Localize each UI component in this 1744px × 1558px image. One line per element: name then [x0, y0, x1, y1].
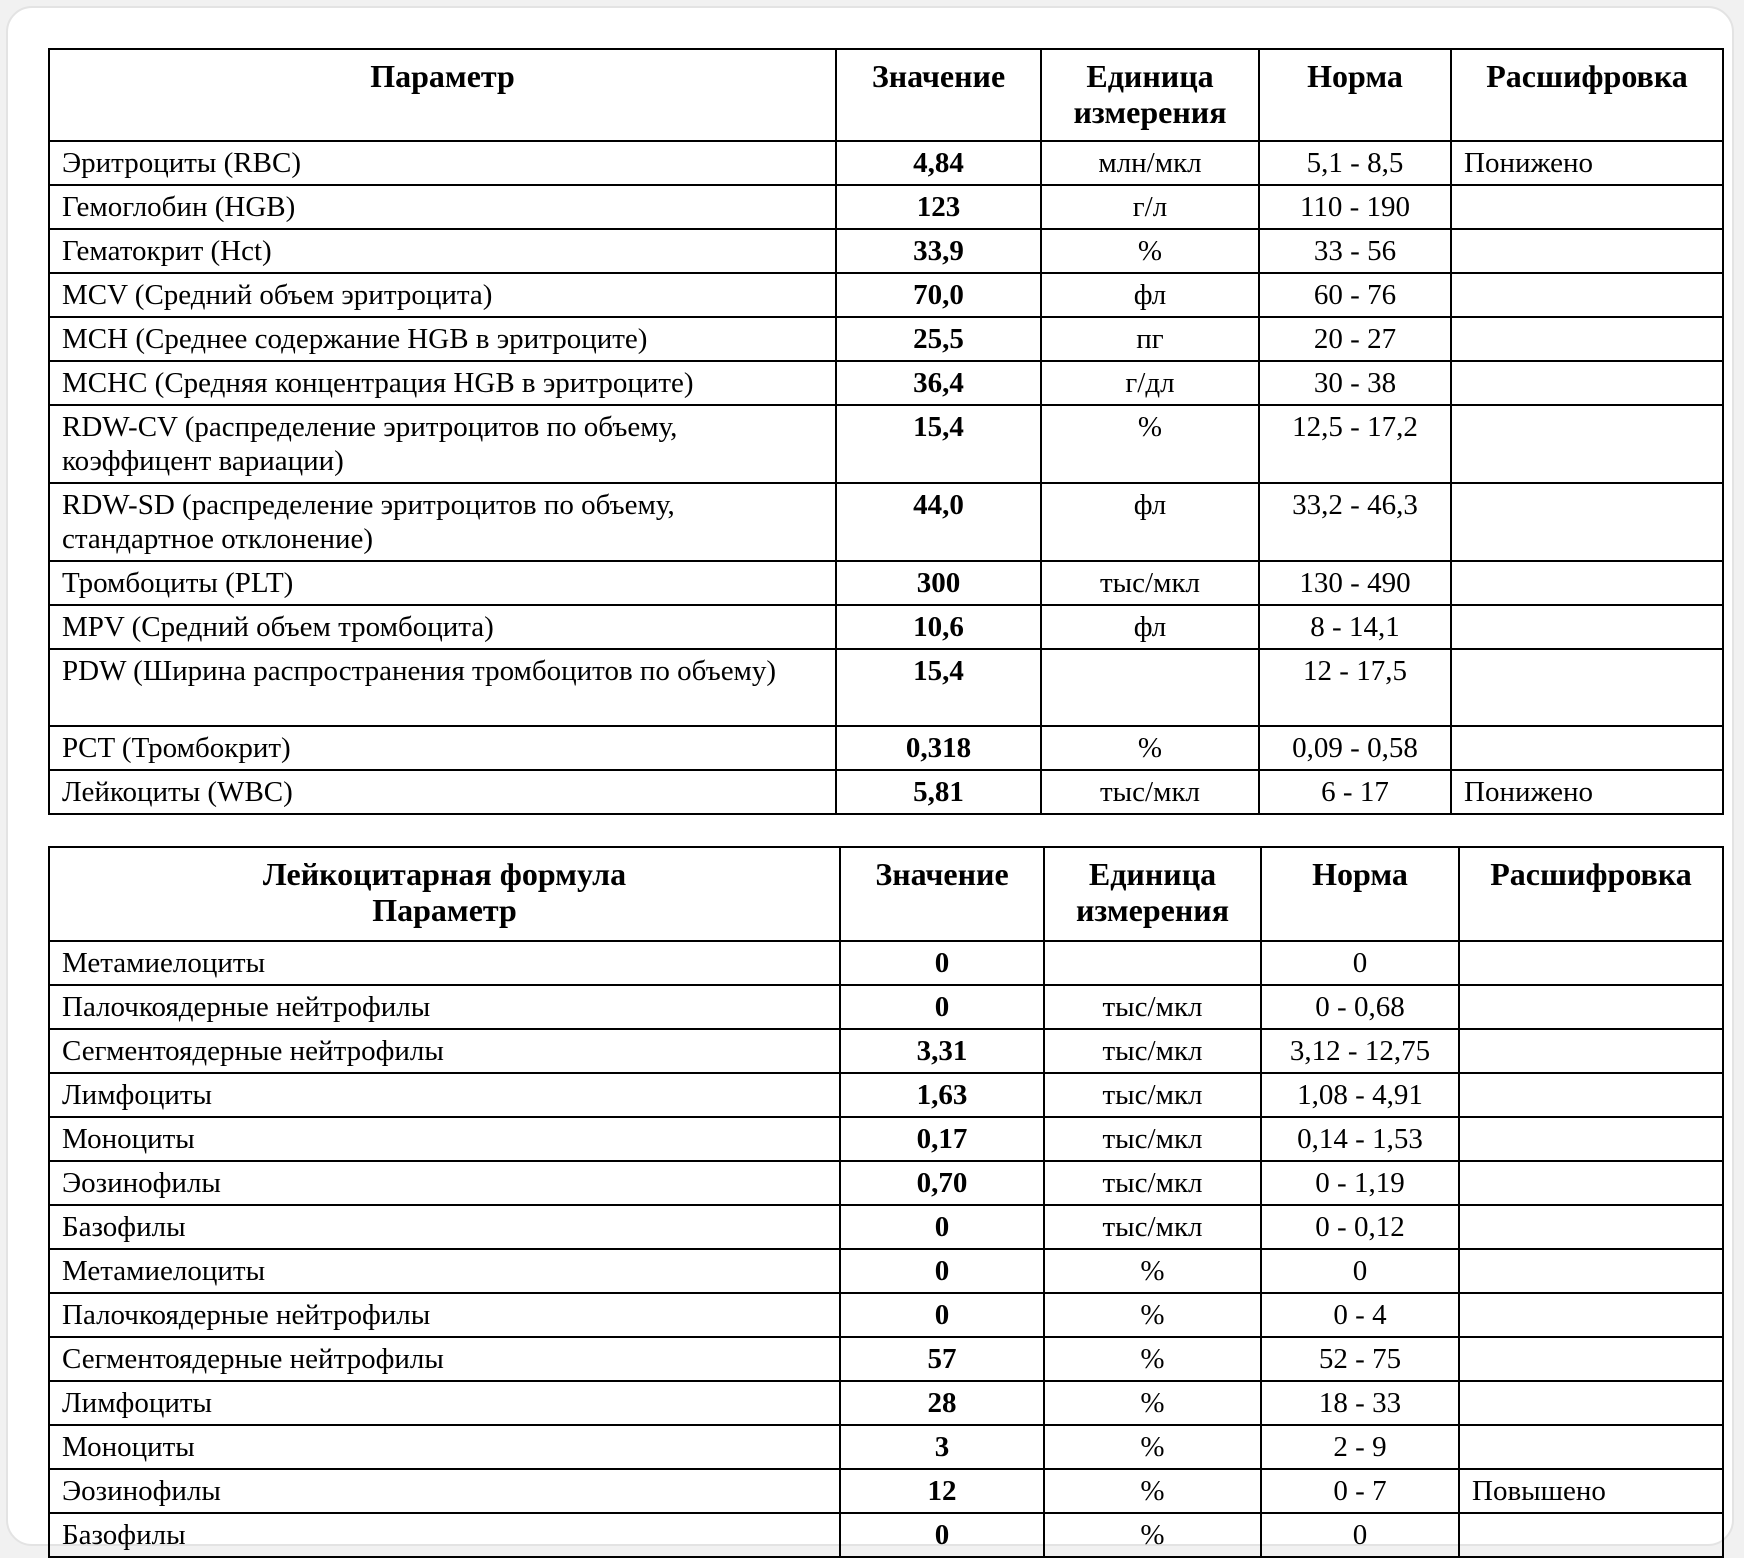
unit-cell [1044, 941, 1261, 985]
norm-cell: 20 - 27 [1259, 317, 1451, 361]
norm-cell: 0 [1261, 941, 1459, 985]
note-cell [1451, 405, 1723, 483]
norm-cell: 0,09 - 0,58 [1259, 726, 1451, 770]
unit-cell: тыс/мкл [1044, 1029, 1261, 1073]
table-row [49, 649, 1723, 726]
norm-cell: 12 - 17,5 [1259, 649, 1451, 726]
param-cell: Палочкоядерные нейтрофилы [49, 1293, 840, 1337]
header-value: Значение [836, 49, 1041, 141]
value-cell: 0,318 [836, 726, 1041, 770]
unit-cell: % [1041, 229, 1259, 273]
param-cell: Эритроциты (RBC) [49, 141, 836, 185]
value-cell: 0,70 [840, 1161, 1044, 1205]
header-param: Параметр [49, 49, 836, 141]
table-row [49, 770, 1723, 814]
value-cell: 15,4 [836, 649, 1041, 726]
table-row [49, 1249, 1723, 1293]
unit-cell: тыс/мкл [1044, 1073, 1261, 1117]
param-cell: Лейкоциты (WBC) [49, 770, 836, 814]
param-cell: Метамиелоциты [49, 1249, 840, 1293]
note-cell [1459, 941, 1723, 985]
note-cell [1451, 361, 1723, 405]
table-row [49, 1029, 1723, 1073]
results-card [6, 6, 1734, 1551]
norm-cell: 12,5 - 17,2 [1259, 405, 1451, 483]
table-row [49, 1161, 1723, 1205]
norm-cell: 0 - 0,12 [1261, 1205, 1459, 1249]
value-cell: 0 [840, 941, 1044, 985]
norm-cell: 18 - 33 [1261, 1381, 1459, 1425]
unit-cell: % [1044, 1425, 1261, 1469]
norm-cell: 1,08 - 4,91 [1261, 1073, 1459, 1117]
norm-cell: 0 [1261, 1249, 1459, 1293]
norm-cell: 60 - 76 [1259, 273, 1451, 317]
unit-cell: фл [1041, 483, 1259, 561]
param-cell: Эозинофилы [49, 1469, 840, 1513]
param-cell: Моноциты [49, 1425, 840, 1469]
value-cell: 3 [840, 1425, 1044, 1469]
value-cell: 4,84 [836, 141, 1041, 185]
unit-cell: % [1044, 1381, 1261, 1425]
note-cell [1459, 1425, 1723, 1469]
table-row [49, 141, 1723, 185]
table-row [49, 405, 1723, 483]
table-row [49, 561, 1723, 605]
header-norm: Норма [1261, 847, 1459, 941]
norm-cell: 2 - 9 [1261, 1425, 1459, 1469]
unit-cell: фл [1041, 605, 1259, 649]
value-cell: 0 [840, 1293, 1044, 1337]
table-row [49, 1073, 1723, 1117]
table-row [49, 941, 1723, 985]
value-cell: 5,81 [836, 770, 1041, 814]
header-param-line1: Лейкоцитарная формула [262, 856, 627, 892]
table-row [49, 985, 1723, 1029]
note-cell [1451, 649, 1723, 726]
norm-cell: 0 - 4 [1261, 1293, 1459, 1337]
leukocyte-formula-table [48, 846, 1724, 1558]
param-cell: MCHC (Средняя концентрация HGB в эритроците) [49, 361, 836, 405]
header-note: Расшифровка [1451, 49, 1723, 141]
table-row [49, 185, 1723, 229]
header-unit: Единица измерения [1041, 49, 1259, 141]
table-row [49, 726, 1723, 770]
param-cell: Тромбоциты (PLT) [49, 561, 836, 605]
param-cell: Метамиелоциты [49, 941, 840, 985]
norm-cell: 0 - 1,19 [1261, 1161, 1459, 1205]
note-cell [1451, 726, 1723, 770]
note-cell [1451, 229, 1723, 273]
unit-cell: тыс/мкл [1041, 561, 1259, 605]
param-cell: MPV (Средний объем тромбоцита) [49, 605, 836, 649]
param-cell: Лимфоциты [49, 1381, 840, 1425]
note-cell [1459, 1029, 1723, 1073]
unit-cell: млн/мкл [1041, 141, 1259, 185]
table-row [49, 1205, 1723, 1249]
norm-cell: 0 - 0,68 [1261, 985, 1459, 1029]
norm-cell: 110 - 190 [1259, 185, 1451, 229]
value-cell: 70,0 [836, 273, 1041, 317]
note-cell [1451, 561, 1723, 605]
unit-cell: пг [1041, 317, 1259, 361]
value-cell: 0 [840, 1205, 1044, 1249]
param-cell: PDW (Ширина распространения тромбоцитов по объему) [49, 649, 836, 726]
header-note: Расшифровка [1459, 847, 1723, 941]
value-cell: 1,63 [840, 1073, 1044, 1117]
unit-cell: % [1044, 1249, 1261, 1293]
note-cell [1459, 1161, 1723, 1205]
value-cell: 123 [836, 185, 1041, 229]
table-row [49, 361, 1723, 405]
param-cell: RDW-SD (распределение эритроцитов по объему, стандартное отклонение) [49, 483, 836, 561]
unit-cell: % [1041, 405, 1259, 483]
unit-cell: г/дл [1041, 361, 1259, 405]
value-cell: 57 [840, 1337, 1044, 1381]
value-cell: 25,5 [836, 317, 1041, 361]
norm-cell: 0,14 - 1,53 [1261, 1117, 1459, 1161]
value-cell: 33,9 [836, 229, 1041, 273]
note-cell [1459, 1249, 1723, 1293]
table-row [49, 1293, 1723, 1337]
header-param [49, 847, 840, 941]
param-cell: Базофилы [49, 1205, 840, 1249]
table-header-row [49, 49, 1723, 141]
note-cell [1459, 1205, 1723, 1249]
note-cell [1459, 1337, 1723, 1381]
table-row [49, 273, 1723, 317]
table-row [49, 317, 1723, 361]
param-cell: Моноциты [49, 1117, 840, 1161]
norm-cell: 33 - 56 [1259, 229, 1451, 273]
unit-cell: % [1044, 1513, 1261, 1557]
value-cell: 28 [840, 1381, 1044, 1425]
unit-cell: тыс/мкл [1044, 985, 1261, 1029]
value-cell: 44,0 [836, 483, 1041, 561]
unit-cell: % [1041, 726, 1259, 770]
unit-cell: тыс/мкл [1041, 770, 1259, 814]
table-row [49, 605, 1723, 649]
param-cell: MCV (Средний объем эритроцита) [49, 273, 836, 317]
note-cell [1451, 317, 1723, 361]
table-row [49, 1381, 1723, 1425]
param-cell: Гематокрит (Hct) [49, 229, 836, 273]
note-cell: Понижено [1451, 770, 1723, 814]
param-cell: Сегментоядерные нейтрофилы [49, 1337, 840, 1381]
unit-cell: % [1044, 1469, 1261, 1513]
value-cell: 0 [840, 985, 1044, 1029]
norm-cell: 3,12 - 12,75 [1261, 1029, 1459, 1073]
norm-cell: 52 - 75 [1261, 1337, 1459, 1381]
value-cell: 36,4 [836, 361, 1041, 405]
value-cell: 3,31 [840, 1029, 1044, 1073]
value-cell: 300 [836, 561, 1041, 605]
unit-cell: г/л [1041, 185, 1259, 229]
header-value: Значение [840, 847, 1044, 941]
value-cell: 15,4 [836, 405, 1041, 483]
param-cell: Палочкоядерные нейтрофилы [49, 985, 840, 1029]
unit-cell: тыс/мкл [1044, 1205, 1261, 1249]
note-cell [1459, 1381, 1723, 1425]
note-cell [1451, 185, 1723, 229]
norm-cell: 0 [1261, 1513, 1459, 1557]
value-cell: 10,6 [836, 605, 1041, 649]
value-cell: 12 [840, 1469, 1044, 1513]
param-cell: Сегментоядерные нейтрофилы [49, 1029, 840, 1073]
param-cell: RDW-CV (распределение эритроцитов по объему, коэффицент вариации) [49, 405, 836, 483]
table-row [49, 1469, 1723, 1513]
header-norm: Норма [1259, 49, 1451, 141]
unit-cell: фл [1041, 273, 1259, 317]
table-row [49, 1513, 1723, 1557]
norm-cell: 33,2 - 46,3 [1259, 483, 1451, 561]
note-cell [1459, 985, 1723, 1029]
param-cell: PCT (Тромбокрит) [49, 726, 836, 770]
norm-cell: 0 - 7 [1261, 1469, 1459, 1513]
table-row [49, 1117, 1723, 1161]
value-cell: 0 [840, 1513, 1044, 1557]
table-header-row [49, 847, 1723, 941]
note-cell: Повышено [1459, 1469, 1723, 1513]
unit-cell: тыс/мкл [1044, 1161, 1261, 1205]
blood-count-table [48, 48, 1724, 815]
param-cell: Эозинофилы [49, 1161, 840, 1205]
header-param-line2: Параметр [372, 892, 517, 928]
header-unit: Единица измерения [1044, 847, 1261, 941]
note-cell: Понижено [1451, 141, 1723, 185]
norm-cell: 6 - 17 [1259, 770, 1451, 814]
table-row [49, 1425, 1723, 1469]
unit-cell [1041, 649, 1259, 726]
note-cell [1451, 273, 1723, 317]
value-cell: 0 [840, 1249, 1044, 1293]
note-cell [1459, 1073, 1723, 1117]
norm-cell: 8 - 14,1 [1259, 605, 1451, 649]
value-cell: 0,17 [840, 1117, 1044, 1161]
note-cell [1459, 1513, 1723, 1557]
param-cell: Гемоглобин (HGB) [49, 185, 836, 229]
param-cell: Лимфоциты [49, 1073, 840, 1117]
table-row [49, 483, 1723, 561]
param-cell: Базофилы [49, 1513, 840, 1557]
unit-cell: тыс/мкл [1044, 1117, 1261, 1161]
norm-cell: 5,1 - 8,5 [1259, 141, 1451, 185]
table-row [49, 229, 1723, 273]
norm-cell: 30 - 38 [1259, 361, 1451, 405]
unit-cell: % [1044, 1337, 1261, 1381]
note-cell [1451, 605, 1723, 649]
param-cell: MCH (Среднее содержание HGB в эритроците) [49, 317, 836, 361]
norm-cell: 130 - 490 [1259, 561, 1451, 605]
note-cell [1459, 1293, 1723, 1337]
note-cell [1451, 483, 1723, 561]
note-cell [1459, 1117, 1723, 1161]
table-row [49, 1337, 1723, 1381]
unit-cell: % [1044, 1293, 1261, 1337]
